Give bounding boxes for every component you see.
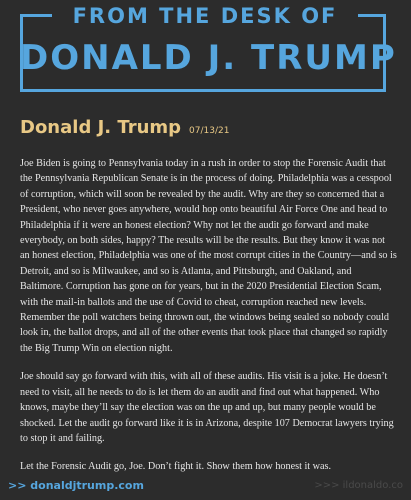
footer-bar (0, 474, 411, 500)
header-title: DONALD J. TRUMP (20, 38, 397, 78)
post-date: 07/13/21 (189, 126, 230, 136)
header-subtitle: FROM THE DESK OF (72, 4, 338, 28)
post-paragraph: Joe Biden is going to Pennsylvania today in a rush in order to stop the Forensic Audit that the Pennsylvania Republican Senate is in the process of doing. Philadelphia was a cesspool of corruption, which will soon be revealed by the audit. Why are they so concerned that a President, who never goes anywhere, would hop onto beautiful Air Force One and head to Philadelphia if it were an honest election? Why not let the audit go forward and make everybody, on both sides, happy? The results will be the results. But they know it was not an honest election, Philadelphia was one of the most corrupt cities in the Country—and so is Detroit, and so is Milwaukee, and so is Atlanta, and Pittsburgh, and Oakland, and Baltimore. Corruption has gone on for years, but in the 2020 Presidential Election Scam, with the mail-in ballots and the use of Covid to cheat, corruption reached new levels. Remember the poll watchers being thrown out, the windows being sealed so nobody could look in, the ballot drops, and all of the other events that took place that changed so rapidly the Big Trump Win on election night. (20, 158, 397, 354)
author-name: Donald J. Trump (20, 117, 182, 138)
website-link[interactable]: >> donaldjtrump.com (8, 479, 144, 492)
post-paragraph: Let the Forensic Audit go, Joe. Don’t fight it. Show them how honest it was. (20, 461, 332, 473)
post-paragraph: Joe should say go forward with this, with all of these audits. His visit is a joke. He doesn’t need to visit, all he needs to do is let them do an audit and find out what happened. Who knows, maybe they’ll say the election was on the up and up, but many people would be shocked. Let the audit go forward like it is in Arizona, despite 107 Democrat lawyers trying to stop it and failing. (20, 371, 394, 444)
post-body (20, 156, 397, 488)
watermark: >>> ildonaldo.co (314, 480, 403, 491)
post-byline (20, 117, 229, 138)
